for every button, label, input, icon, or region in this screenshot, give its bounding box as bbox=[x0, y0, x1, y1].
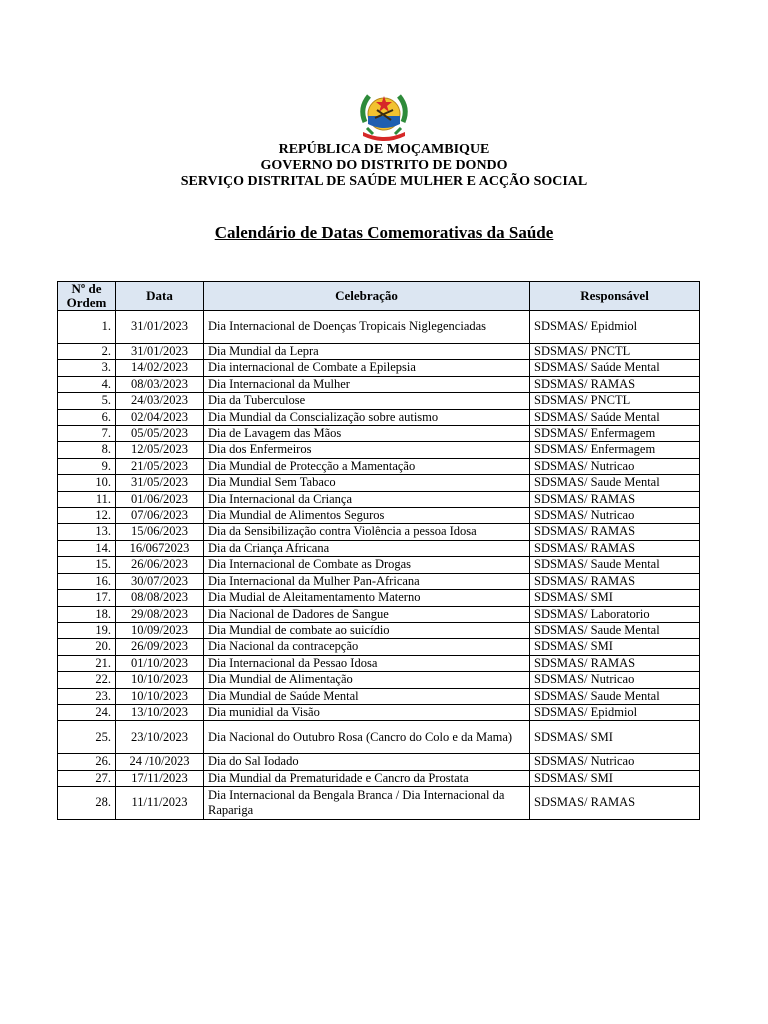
row-date: 21/05/2023 bbox=[116, 458, 204, 474]
row-number: 26. bbox=[58, 754, 116, 770]
row-celebration: Dia Mundial de Saúde Mental bbox=[204, 688, 530, 704]
row-responsible: SDSMAS/ Saude Mental bbox=[530, 475, 700, 491]
row-number: 7. bbox=[58, 426, 116, 442]
row-number: 27. bbox=[58, 770, 116, 786]
table-row bbox=[58, 770, 700, 786]
row-number: 17. bbox=[58, 590, 116, 606]
row-celebration: Dia Nacional de Dadores de Sangue bbox=[204, 606, 530, 622]
table-row bbox=[58, 754, 700, 770]
table-row bbox=[58, 491, 700, 507]
table-row bbox=[58, 557, 700, 573]
header-order-number: Nº de Ordem bbox=[58, 282, 116, 311]
row-responsible: SDSMAS/ PNCTL bbox=[530, 344, 700, 360]
row-celebration: Dia Mundial de Alimentos Seguros bbox=[204, 508, 530, 524]
row-responsible: SDSMAS/ RAMAS bbox=[530, 573, 700, 589]
row-responsible: SDSMAS/ RAMAS bbox=[530, 540, 700, 556]
row-responsible: SDSMAS/ SMI bbox=[530, 721, 700, 754]
row-number: 19. bbox=[58, 622, 116, 638]
row-celebration: Dia Internacional da Pessao Idosa bbox=[204, 655, 530, 671]
row-date: 24 /10/2023 bbox=[116, 754, 204, 770]
header-celebration: Celebração bbox=[204, 282, 530, 311]
header-service: SERVIÇO DISTRITAL DE SAÚDE MULHER E ACÇÃO SOCIAL bbox=[180, 174, 588, 189]
row-number: 1. bbox=[58, 311, 116, 344]
row-number: 28. bbox=[58, 787, 116, 820]
row-number: 2. bbox=[58, 344, 116, 360]
row-celebration: Dia da Tuberculose bbox=[204, 393, 530, 409]
table-row bbox=[58, 622, 700, 638]
row-responsible: SDSMAS/ Saúde Mental bbox=[530, 409, 700, 425]
row-responsible: SDSMAS/ Saúde Mental bbox=[530, 360, 700, 376]
national-emblem bbox=[355, 88, 413, 144]
row-celebration: Dia Internacional da Mulher Pan-Africana bbox=[204, 573, 530, 589]
header-date: Data bbox=[116, 282, 204, 311]
row-celebration: Dia Internacional de Doenças Tropicais Niglegenciadas bbox=[204, 311, 530, 344]
row-date: 05/05/2023 bbox=[116, 426, 204, 442]
row-responsible: SDSMAS/ Saude Mental bbox=[530, 622, 700, 638]
row-date: 31/01/2023 bbox=[116, 344, 204, 360]
table-row bbox=[58, 426, 700, 442]
row-date: 11/11/2023 bbox=[116, 787, 204, 820]
row-responsible: SDSMAS/ Epidmiol bbox=[530, 311, 700, 344]
row-number: 16. bbox=[58, 573, 116, 589]
row-celebration: Dia Mundial da Lepra bbox=[204, 344, 530, 360]
row-responsible: SDSMAS/ Nutricao bbox=[530, 508, 700, 524]
row-celebration: Dia Internacional da Criança bbox=[204, 491, 530, 507]
row-number: 8. bbox=[58, 442, 116, 458]
row-celebration: Dia Internacional da Bengala Branca / Dia Internacional da Rapariga bbox=[204, 787, 530, 820]
row-date: 30/07/2023 bbox=[116, 573, 204, 589]
row-number: 23. bbox=[58, 688, 116, 704]
row-number: 3. bbox=[58, 360, 116, 376]
table-row bbox=[58, 639, 700, 655]
row-celebration: Dia Mundial Sem Tabaco bbox=[204, 475, 530, 491]
row-celebration: Dia Internacional de Combate as Drogas bbox=[204, 557, 530, 573]
header-republic: REPÚBLICA DE MOÇAMBIQUE bbox=[278, 142, 490, 157]
row-celebration: Dia Mundial de Protecção a Mamentação bbox=[204, 458, 530, 474]
header-responsible: Responsável bbox=[530, 282, 700, 311]
row-celebration: Dia munidial da Visão bbox=[204, 704, 530, 720]
row-number: 5. bbox=[58, 393, 116, 409]
table-row bbox=[58, 311, 700, 344]
row-date: 10/09/2023 bbox=[116, 622, 204, 638]
row-number: 14. bbox=[58, 540, 116, 556]
row-date: 15/06/2023 bbox=[116, 524, 204, 540]
row-date: 13/10/2023 bbox=[116, 704, 204, 720]
table-row bbox=[58, 721, 700, 754]
row-celebration: Dia dos Enfermeiros bbox=[204, 442, 530, 458]
row-number: 22. bbox=[58, 672, 116, 688]
table-row bbox=[58, 393, 700, 409]
row-responsible: SDSMAS/ RAMAS bbox=[530, 524, 700, 540]
row-date: 17/11/2023 bbox=[116, 770, 204, 786]
table-row bbox=[58, 344, 700, 360]
row-number: 9. bbox=[58, 458, 116, 474]
row-number: 21. bbox=[58, 655, 116, 671]
row-celebration: Dia Mudial de Aleitamentamento Materno bbox=[204, 590, 530, 606]
table-row bbox=[58, 787, 700, 820]
row-date: 31/01/2023 bbox=[116, 311, 204, 344]
row-celebration: Dia Mundial da Conscialização sobre autismo bbox=[204, 409, 530, 425]
row-number: 13. bbox=[58, 524, 116, 540]
table-row bbox=[58, 409, 700, 425]
header-government: GOVERNO DO DISTRITO DE DONDO bbox=[260, 158, 508, 173]
row-celebration: Dia do Sal Iodado bbox=[204, 754, 530, 770]
table-row bbox=[58, 672, 700, 688]
table-header-row bbox=[58, 282, 700, 311]
row-number: 24. bbox=[58, 704, 116, 720]
row-responsible: SDSMAS/ Enfermagem bbox=[530, 426, 700, 442]
row-date: 02/04/2023 bbox=[116, 409, 204, 425]
row-date: 08/08/2023 bbox=[116, 590, 204, 606]
row-date: 23/10/2023 bbox=[116, 721, 204, 754]
table-row bbox=[58, 508, 700, 524]
row-responsible: SDSMAS/ RAMAS bbox=[530, 376, 700, 392]
row-number: 10. bbox=[58, 475, 116, 491]
row-responsible: SDSMAS/ Saude Mental bbox=[530, 557, 700, 573]
row-responsible: SDSMAS/ RAMAS bbox=[530, 787, 700, 820]
table-row bbox=[58, 655, 700, 671]
row-celebration: Dia Mundial de Alimentação bbox=[204, 672, 530, 688]
row-celebration: Dia Internacional da Mulher bbox=[204, 376, 530, 392]
row-date: 08/03/2023 bbox=[116, 376, 204, 392]
table-row bbox=[58, 458, 700, 474]
table-row bbox=[58, 540, 700, 556]
row-date: 10/10/2023 bbox=[116, 672, 204, 688]
row-celebration: Dia Mundial da Prematuridade e Cancro da Prostata bbox=[204, 770, 530, 786]
row-responsible: SDSMAS/ SMI bbox=[530, 770, 700, 786]
row-celebration: Dia Mundial de combate ao suicídio bbox=[204, 622, 530, 638]
table-row bbox=[58, 573, 700, 589]
table-row bbox=[58, 606, 700, 622]
row-responsible: SDSMAS/ Saude Mental bbox=[530, 688, 700, 704]
row-date: 07/06/2023 bbox=[116, 508, 204, 524]
table-row bbox=[58, 524, 700, 540]
row-number: 20. bbox=[58, 639, 116, 655]
row-responsible: SDSMAS/ SMI bbox=[530, 590, 700, 606]
row-responsible: SDSMAS/ Epidmiol bbox=[530, 704, 700, 720]
row-date: 24/03/2023 bbox=[116, 393, 204, 409]
row-number: 11. bbox=[58, 491, 116, 507]
document-title: Calendário de Datas Comemorativas da Saúde bbox=[214, 223, 554, 242]
row-date: 31/05/2023 bbox=[116, 475, 204, 491]
calendar-table bbox=[57, 281, 700, 820]
row-celebration: Dia Nacional do Outubro Rosa (Cancro do Colo e da Mama) bbox=[204, 721, 530, 754]
row-responsible: SDSMAS/ SMI bbox=[530, 639, 700, 655]
row-date: 26/09/2023 bbox=[116, 639, 204, 655]
row-number: 15. bbox=[58, 557, 116, 573]
row-celebration: Dia da Sensibilização contra Violência a pessoa Idosa bbox=[204, 524, 530, 540]
table-row bbox=[58, 704, 700, 720]
row-responsible: SDSMAS/ PNCTL bbox=[530, 393, 700, 409]
row-number: 4. bbox=[58, 376, 116, 392]
row-date: 29/08/2023 bbox=[116, 606, 204, 622]
row-number: 12. bbox=[58, 508, 116, 524]
table-row bbox=[58, 360, 700, 376]
row-date: 16/0672023 bbox=[116, 540, 204, 556]
row-number: 18. bbox=[58, 606, 116, 622]
row-date: 10/10/2023 bbox=[116, 688, 204, 704]
row-date: 01/10/2023 bbox=[116, 655, 204, 671]
table-row bbox=[58, 376, 700, 392]
row-responsible: SDSMAS/ Nutricao bbox=[530, 672, 700, 688]
row-date: 14/02/2023 bbox=[116, 360, 204, 376]
row-responsible: SDSMAS/ RAMAS bbox=[530, 491, 700, 507]
row-date: 12/05/2023 bbox=[116, 442, 204, 458]
table-row bbox=[58, 475, 700, 491]
row-celebration: Dia Nacional da contracepção bbox=[204, 639, 530, 655]
row-number: 25. bbox=[58, 721, 116, 754]
row-responsible: SDSMAS/ Nutricao bbox=[530, 754, 700, 770]
row-number: 6. bbox=[58, 409, 116, 425]
row-responsible: SDSMAS/ Nutricao bbox=[530, 458, 700, 474]
row-celebration: Dia da Criança Africana bbox=[204, 540, 530, 556]
table-row bbox=[58, 688, 700, 704]
row-celebration: Dia de Lavagem das Mãos bbox=[204, 426, 530, 442]
row-date: 01/06/2023 bbox=[116, 491, 204, 507]
row-date: 26/06/2023 bbox=[116, 557, 204, 573]
row-responsible: SDSMAS/ Enfermagem bbox=[530, 442, 700, 458]
row-responsible: SDSMAS/ Laboratorio bbox=[530, 606, 700, 622]
row-celebration: Dia internacional de Combate a Epilepsia bbox=[204, 360, 530, 376]
table-row bbox=[58, 590, 700, 606]
table-row bbox=[58, 442, 700, 458]
row-responsible: SDSMAS/ RAMAS bbox=[530, 655, 700, 671]
